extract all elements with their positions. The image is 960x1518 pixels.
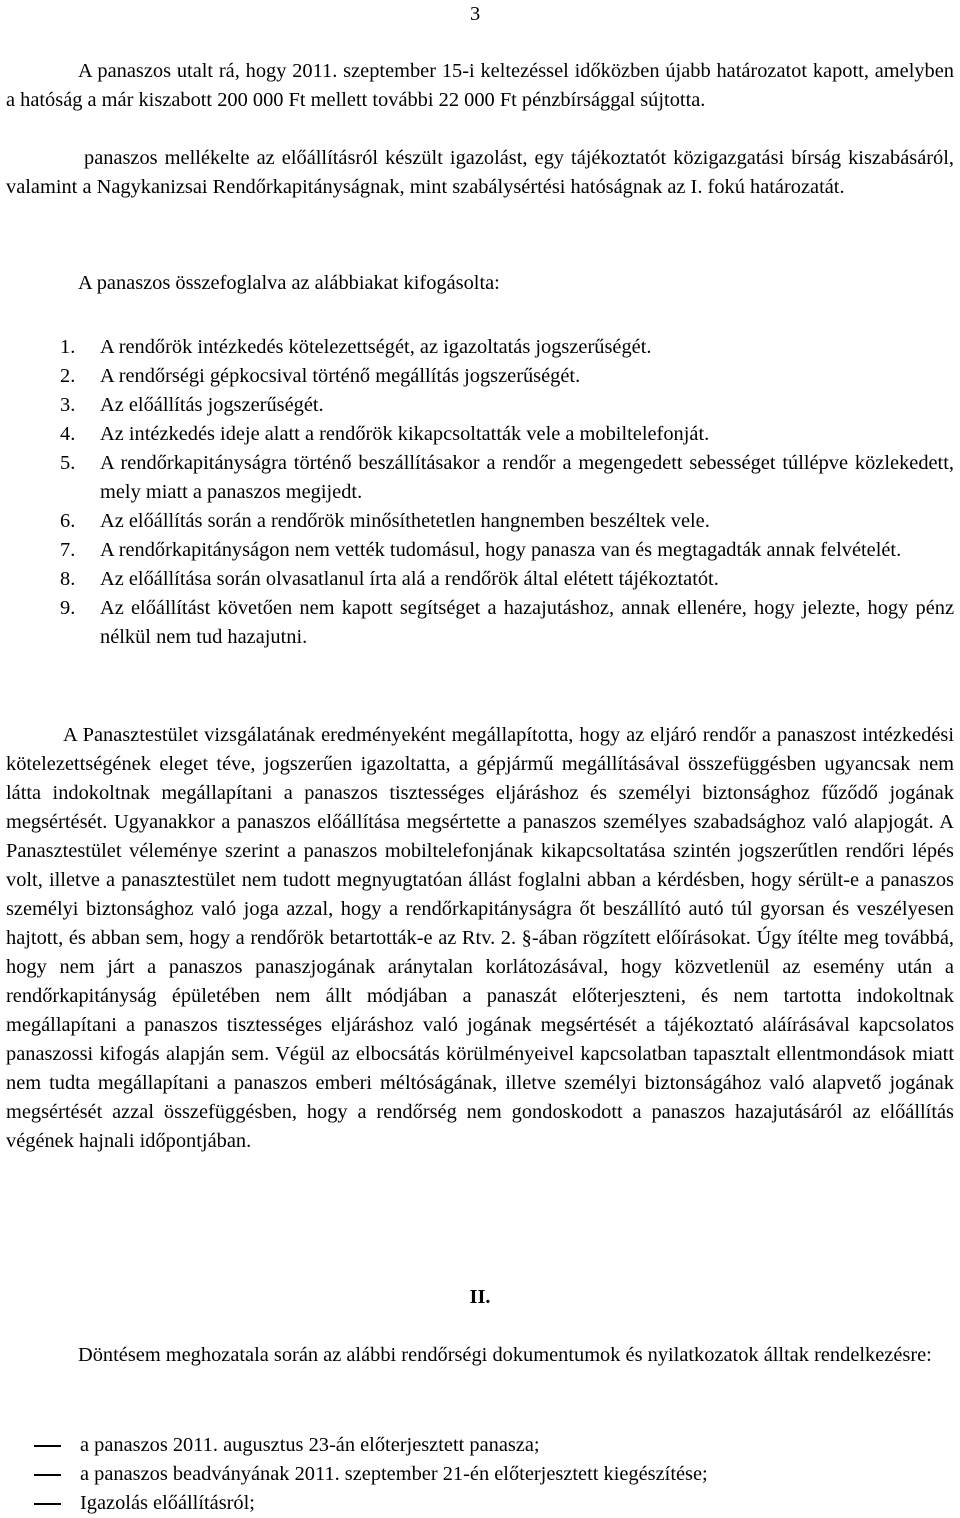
document-list [34,1431,954,1518]
list-item [34,1460,954,1489]
section-heading: II. [469,1286,491,1308]
list-number: 6. [60,510,76,532]
list-item-text: A rendőrkapitányságra történő beszállításakor a rendőr a megengedett sebességet túllépve közlekedett, mely miatt a panaszos megijedt. [100,452,954,503]
list-item [60,333,954,362]
list-item [60,362,954,391]
list-item-text: a panaszos beadványának 2011. szeptember 21-én előterjesztett kiegészítése; [80,1463,708,1485]
list-number: 8. [60,568,76,590]
list-item-text: A rendőrségi gépkocsival történő megállítás jogszerűségét. [100,365,581,387]
list-item-text: Az intézkedés ideje alatt a rendőrök kikapcsoltatták vele a mobiltelefonját. [100,423,710,445]
list-number: 3. [60,394,76,416]
list-number: 4. [60,423,76,445]
list-item [60,507,954,536]
list-item-text: Az előállítás során a rendőrök minősíthetetlen hangnemben beszéltek vele. [100,510,710,532]
complaint-list [60,333,954,652]
page-number: 3 [470,3,481,25]
list-item [60,420,954,449]
list-item [60,565,954,594]
paragraph-attachments: panaszos mellékelte az előállításról készült igazolást, egy tájékoztatót közigazgatási bírság kiszabásáról, valamint a Nagykanizsai Rendőrkapitányságnak, mint szabálysértési hatóságnak az I. fokú határozatát. [6,147,954,198]
list-item-text: a panaszos 2011. augusztus 23-án előterjesztett panasza; [80,1434,540,1456]
list-item [34,1431,954,1460]
list-item-text: A rendőrkapitányságon nem vették tudomásul, hogy panasza van és megtagadták annak felvételét. [100,539,902,561]
list-number: 7. [60,539,76,561]
list-number: 1. [60,336,76,358]
paragraph-penalty-note: A panaszos utalt rá, hogy 2011. szeptember 15-i keltezéssel időközben újabb határozatot kapott, amelyben a hatóság a már kiszabott 200 000 Ft mellett további 22 000 Ft pénzbírsággal sújtotta. [6,60,954,111]
list-number: 5. [60,452,76,474]
list-item [60,449,954,507]
dash-bullet [34,1474,61,1476]
list-item [34,1489,954,1518]
paragraph-complaint-intro: A panaszos összefoglalva az alábbiakat kifogásolta: [78,272,500,294]
list-item-text: Igazolás előállításról; [80,1492,255,1514]
list-number: 2. [60,365,76,387]
list-item [60,536,954,565]
list-item-text: Az előállítása során olvasatlanul írta alá a rendőrök által elétett tájékoztatót. [100,568,719,590]
dash-bullet [34,1445,61,1447]
paragraph-documents-intro: Döntésem meghozatala során az alábbi rendőrségi dokumentumok és nyilatkozatok álltak rendelkezésre: [78,1344,932,1366]
paragraph-findings: A Panasztestület vizsgálatának eredményeként megállapította, hogy az eljáró rendőr a panaszost intézkedési kötelezettségének eleget téve, jogszerűen igazoltatta, a gépjármű megállításával összefüggésben ugyancsak nem látta indokoltnak megállapítani a panaszos tisztességes eljáráshoz és személyi biztonsághoz fűződő jogának megsértését. Ugyanakkor a panaszos előállítása megsértette a panaszos személyes szabadsághoz való alapjogát. A Panasztestület véleménye szerint a panaszos mobiltelefonjának kikapcsoltatása szintén jogszerűtlen rendőri lépés volt, illetve a panasztestület nem tudott megnyugtatóan állást foglalni abban a kérdésben, hogy sérült-e a panaszos személyi biztonsághoz való joga azzal, hogy a rendőrkapitányságra őt beszállító autó túl gyorsan és veszélyesen hajtott, és abban sem, hogy a rendőrök betartották-e az Rtv. 2. §-ában rögzített előírásokat. Úgy ítélte meg továbbá, hogy nem járt a panaszos panaszjogának aránytalan korlátozásával, hogy közvetlenül az esemény után a rendőrkapitányság épületében nem állt módjában a panaszát előterjeszteni, és nem tartotta indokoltnak megállapítani a panaszos tisztességes eljáráshoz való jogának megsértését a tájékoztató aláírásával kapcsolatos panaszossi kifogás alapján sem. Végül az elbocsátás körülményeivel kapcsolatban tapasztalt ellentmondások miatt nem tudta megállapítani a panaszos emberi méltóságának, illetve személyi biztonságához való alapvető jogának megsértését azzal összefüggésben, hogy a rendőrség nem gondoskodott a panaszos hazajutásáról az előállítás végének hajnali időpontjában. [6,724,954,1152]
list-item-text: Az előállítás jogszerűségét. [100,394,324,416]
list-item-text: A rendőrök intézkedés kötelezettségét, az igazoltatás jogszerűségét. [100,336,652,358]
list-item [60,594,954,652]
list-item [60,391,954,420]
list-item-text: Az előállítást követően nem kapott segítséget a hazajutáshoz, annak ellenére, hogy jelezte, hogy pénz nélkül nem tud hazajutni. [100,597,954,648]
dash-bullet [34,1503,61,1505]
list-number: 9. [60,597,76,619]
